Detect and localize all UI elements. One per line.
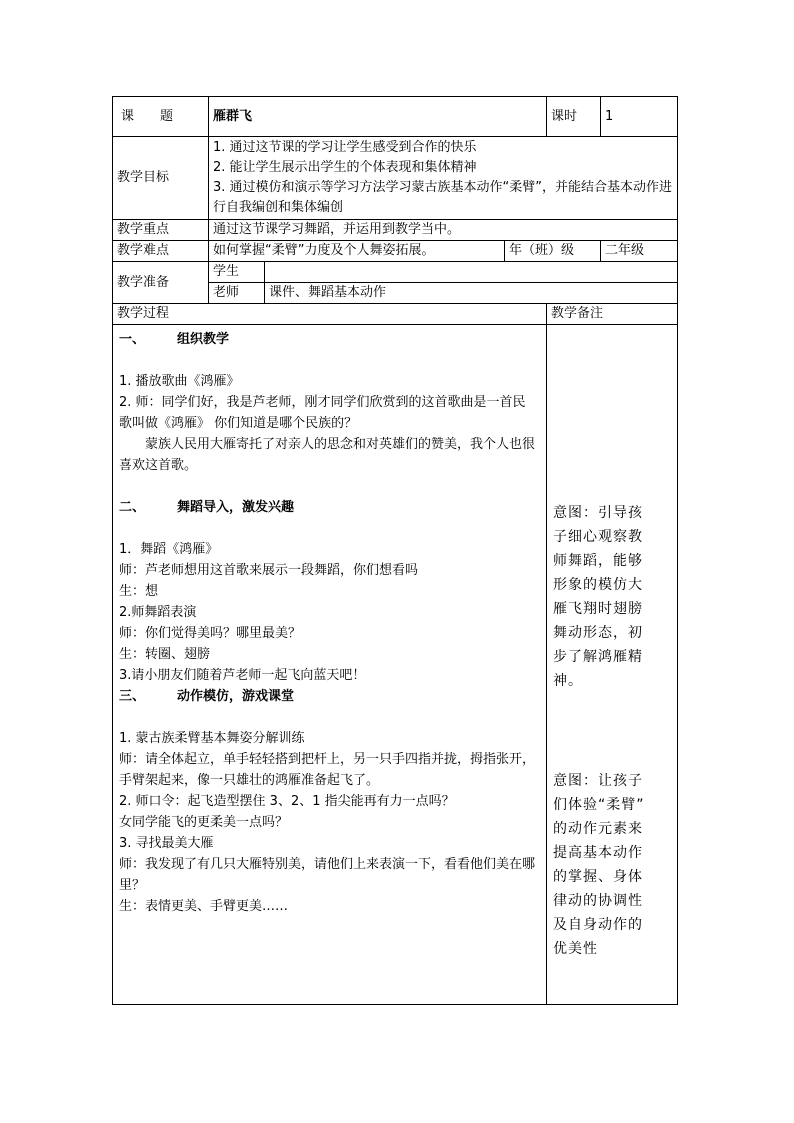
note-line: 律动的协调性 [553,893,644,909]
note-line: 意图：让孩子 [553,773,644,789]
objective-item: 3. 通过模仿和演示等学习方法学习蒙古族基本动作“柔臂”，并能结合基本动作进行自我编创和集体编创 [213,180,673,215]
lesson-plan-table [112,96,678,1005]
topic-row [113,97,678,137]
hours-value: 1 [601,97,678,137]
process-line: 师：请全体起立，单手轻轻搭到把杆上，另一只手四指并拢，拇指张开， [119,752,536,767]
hours-label: 课时 [547,97,601,137]
process-notes [547,325,678,1005]
prep-student-label: 学生 [209,262,265,283]
process-line: 蒙族人民用大雁寄托了对亲人的思念和对英雄们的赞美，我个人也很 [145,437,536,452]
topic-label: 课 题 [113,97,209,137]
objectives-row [113,137,678,220]
process-line: 歌叫做《鸿雁》 你们知道是哪个民族的？ [119,416,358,431]
process-line: 3. 寻找最美大雁 [119,836,214,851]
difficulty-value: 如何掌握“柔臂”力度及个人舞姿拓展。 [209,241,505,262]
process-line: 手臂架起来，像一只雄壮的鸿雁准备起飞了。 [119,773,380,788]
process-line: 生：想 [119,584,159,599]
difficulty-label: 教学难点 [113,241,209,262]
section-heading: 一、 组织教学 [119,332,230,347]
process-line: 3.请小朋友们随着芦老师一起飞向蓝天吧！ [119,668,366,683]
difficulty-row [113,241,678,262]
process-header-row [113,304,678,325]
process-line: 1. 播放歌曲《鸿雁》 [119,374,240,389]
note-line: 提高基本动作 [553,845,644,861]
focus-row [113,220,678,241]
note-line: 师舞蹈，能够 [553,553,644,569]
process-body-row [113,325,678,1005]
note-line: 们体验“柔臂” [553,797,645,813]
process-line: 2. 师口令：起飞造型摆住 3、2、1 指尖能再有力一点吗？ [119,794,455,809]
process-line: 1. 蒙古族柔臂基本舞姿分解训练 [119,731,305,746]
section-heading: 三、 动作模仿，游戏课堂 [119,689,295,704]
note-line: 舞动形态，初 [553,625,644,641]
focus-value: 通过这节课学习舞蹈，并运用到教学当中。 [209,220,678,241]
grade-label: 年（班）级 [505,241,601,262]
process-line: 2.师舞蹈表演 [119,605,197,620]
prep-label: 教学准备 [113,262,209,304]
note-line: 形象的模仿大 [553,577,644,593]
process-line: 生：表情更美、手臂更美…… [119,899,289,914]
process-line: 师：芦老师想用这首歌来展示一段舞蹈，你们想看吗 [119,563,419,578]
process-line: 喜欢这首歌。 [119,458,198,473]
note-line: 神。 [553,673,584,689]
note-line: 意图：引导孩 [553,505,644,521]
prep-student-row [113,262,678,283]
process-line: 2. 师：同学们好，我是芦老师，刚才同学们欣赏到的这首歌曲是一首民 [119,395,526,410]
prep-teacher-label: 老师 [209,283,265,304]
process-line: 1．舞蹈《鸿雁》 [119,542,219,557]
objectives-list [209,137,678,220]
process-line: 师：你们觉得美吗？哪里最美？ [119,626,302,641]
note-line: 优美性 [553,941,599,957]
lesson-plan [112,96,677,1005]
section-heading: 二、 舞蹈导入，激发兴趣 [119,500,295,515]
note-line: 子细心观察教 [553,529,644,545]
objective-item: 2. 能让学生展示出学生的个体表现和集体精神 [213,160,477,175]
note-line: 雁飞翔时翅膀 [553,601,644,617]
prep-student-value [265,262,678,283]
note-line: 的动作元素来 [553,821,644,837]
process-content [113,325,547,1005]
process-line: 里？ [119,878,146,893]
notes-label: 教学备注 [547,304,678,325]
note-line: 步了解鸿雁精 [553,649,644,665]
process-line: 女同学能飞的更柔美一点吗？ [119,815,289,830]
process-label: 教学过程 [113,304,547,325]
prep-teacher-value: 课件、舞蹈基本动作 [265,283,678,304]
focus-label: 教学重点 [113,220,209,241]
note-line: 的掌握、身体 [553,869,644,885]
objective-item: 1. 通过这节课的学习让学生感受到合作的快乐 [213,140,477,155]
note-line: 及自身动作的 [553,917,644,933]
process-line: 生：转圈、翅膀 [119,647,211,662]
grade-value: 二年级 [601,241,678,262]
topic-value: 雁群飞 [209,97,547,137]
process-line: 师：我发现了有几只大雁特别美，请他们上来表演一下，看看他们美在哪 [119,857,536,872]
objectives-label: 教学目标 [113,137,209,220]
